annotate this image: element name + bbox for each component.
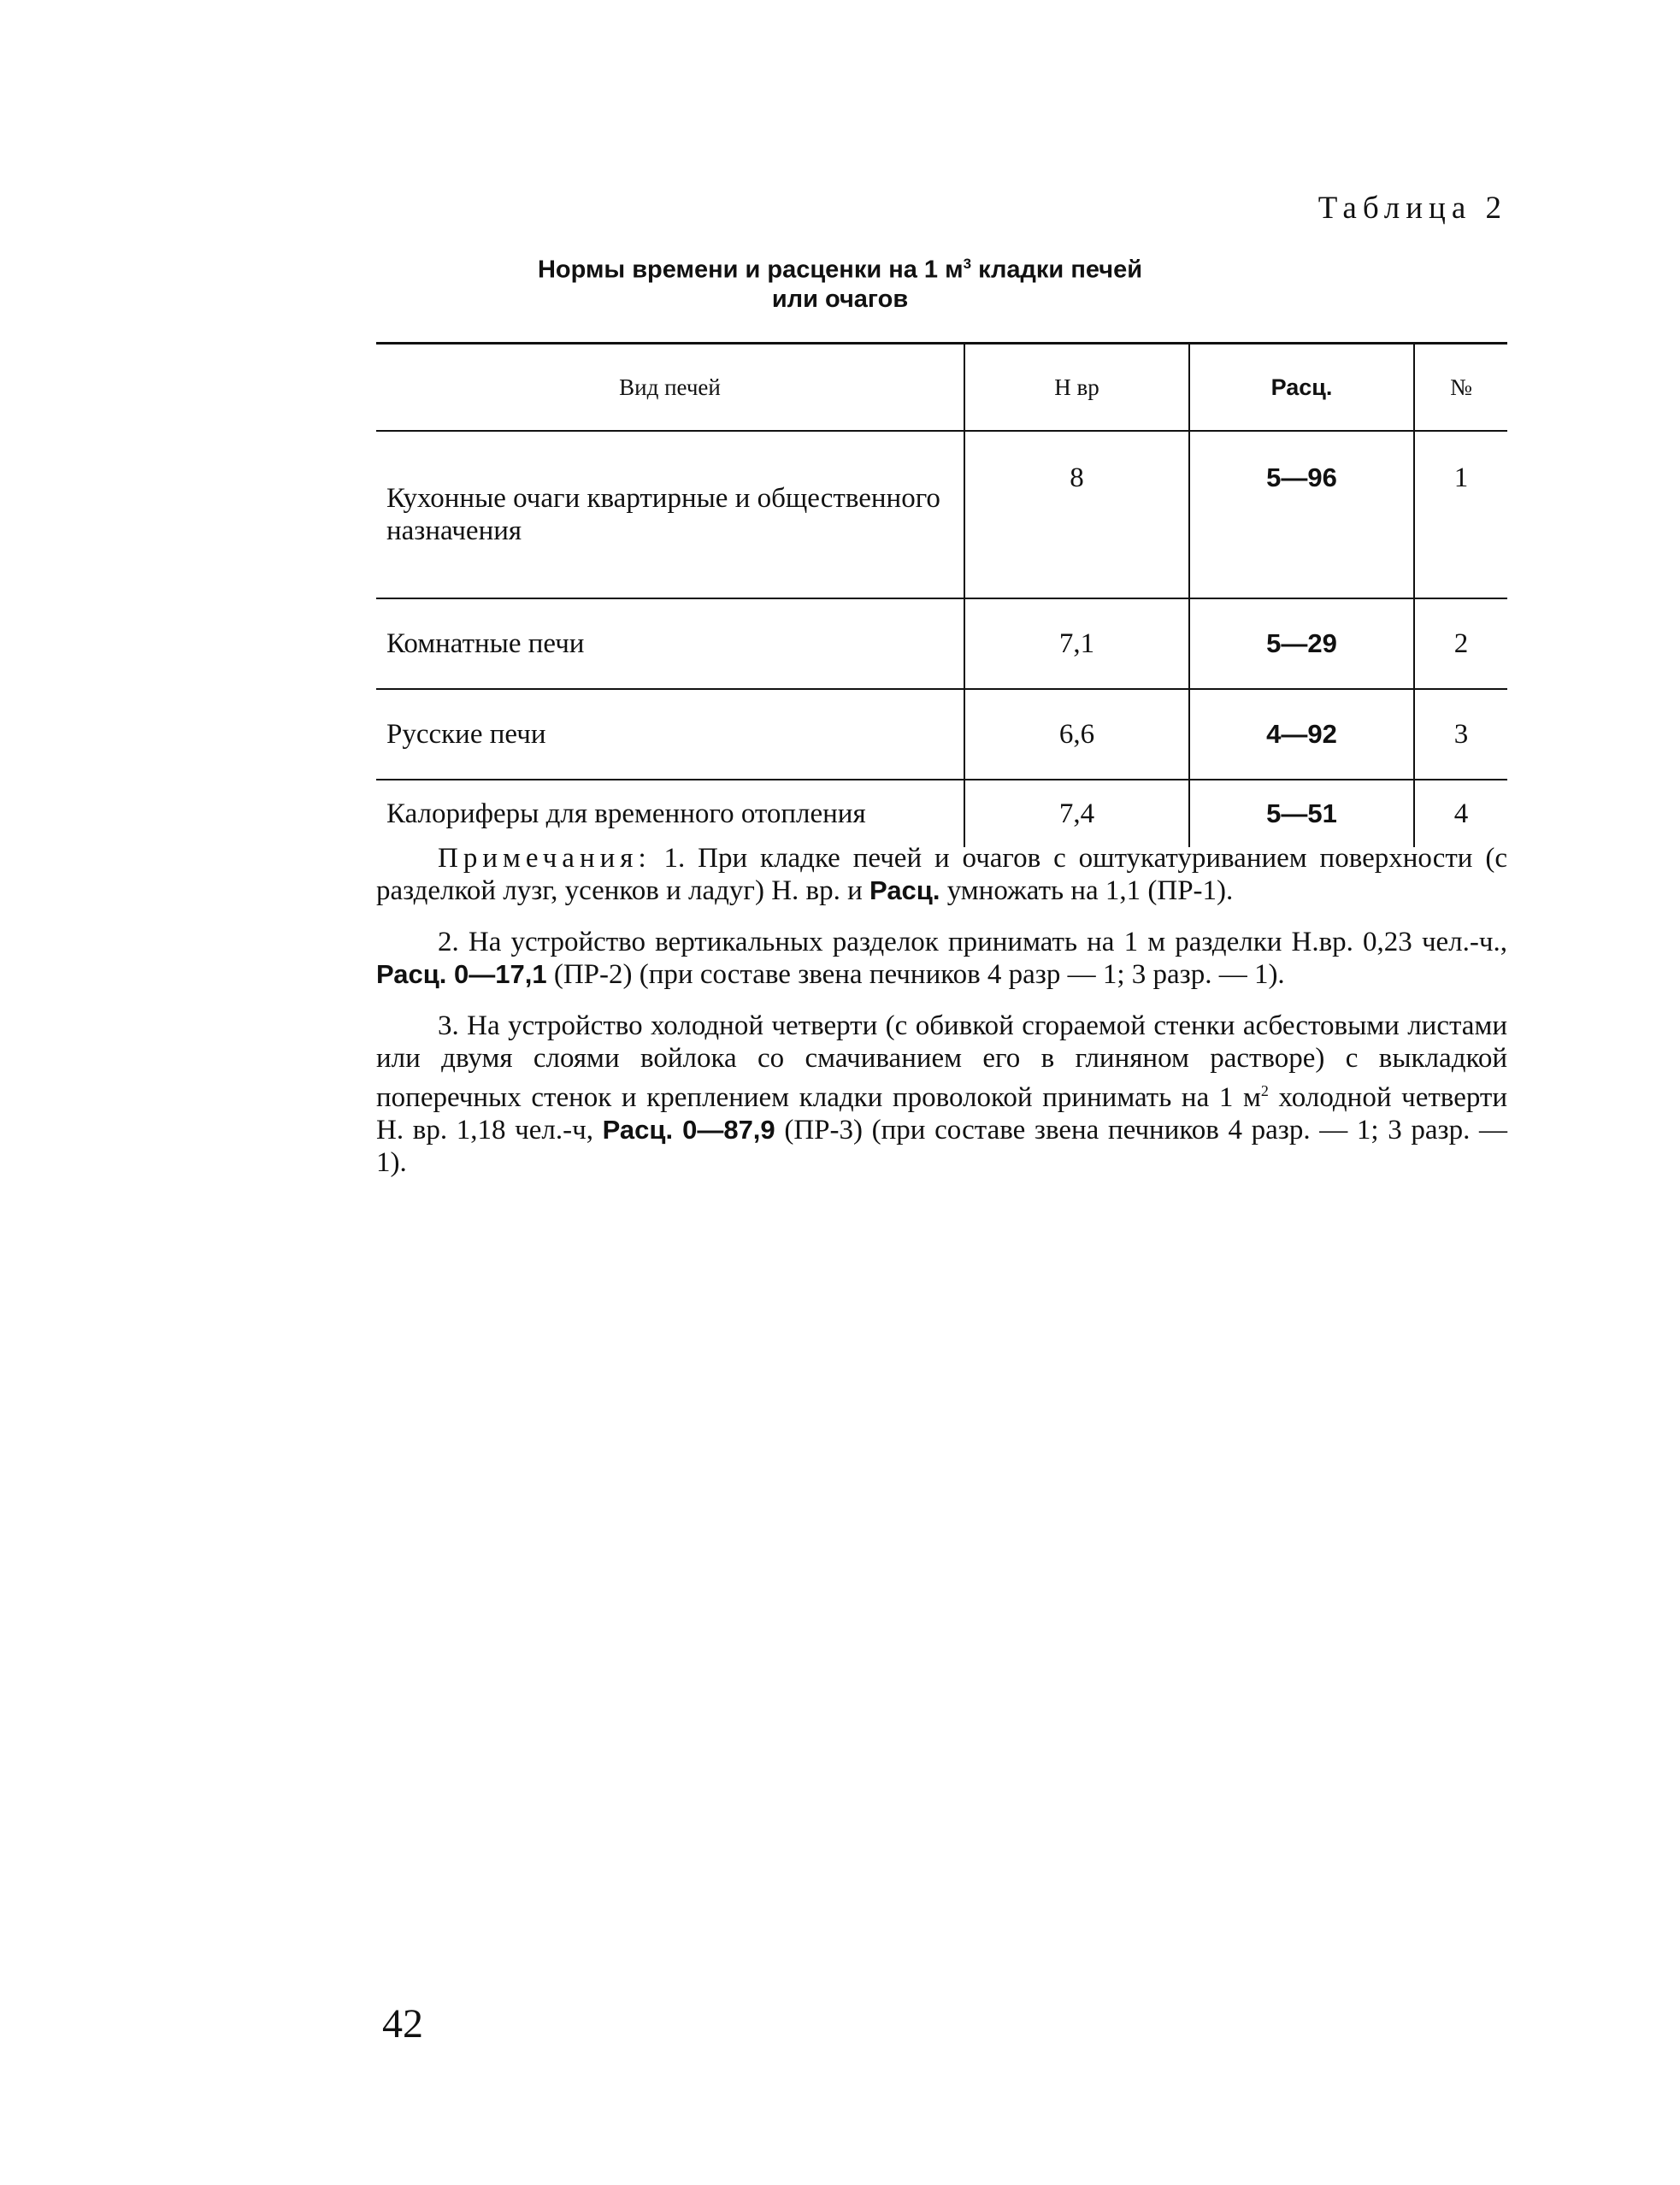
cell-type: Калориферы для временного отопления (376, 780, 964, 847)
table-row (376, 598, 1507, 689)
table-label: Таблица 2 (1317, 191, 1507, 226)
cell-number: 1 (1414, 431, 1507, 598)
cell-number: 4 (1414, 780, 1507, 847)
note-3-superscript: 2 (1260, 1082, 1269, 1099)
page-number: 42 (382, 2001, 423, 2047)
table-title-line2: или очагов (771, 285, 909, 313)
table-row (376, 689, 1507, 780)
cell-rate: 5—51 (1189, 780, 1414, 847)
table-header-row (376, 344, 1507, 432)
cell-rate: 5—29 (1189, 598, 1414, 689)
table-row (376, 431, 1507, 598)
col-header-number: № (1414, 344, 1507, 432)
note-1-text-end: умножать на 1,1 (ПР-1). (940, 875, 1234, 906)
col-header-nvr: Н вр (964, 344, 1189, 432)
cell-nvr: 6,6 (964, 689, 1189, 780)
notes-label: Примечания: (438, 843, 651, 874)
cell-number: 2 (1414, 598, 1507, 689)
note-2-bold: Расц. 0—17,1 (376, 959, 547, 989)
cell-nvr: 8 (964, 431, 1189, 598)
cell-type: Русские печи (376, 689, 964, 780)
notes (376, 842, 1507, 1198)
table-title-text: Нормы времени и расценки на 1 м (537, 256, 964, 284)
cell-number: 3 (1414, 689, 1507, 780)
note-3-text-end: (ПР-3) (при составе звена печников 4 разр. — 1; 3 разр. — 1). (376, 1115, 1508, 1178)
note-3-text-mid: холодной четверти Н. вр. 1,18 чел.-ч, (376, 1082, 1507, 1146)
note-3-bold: Расц. 0—87,9 (602, 1115, 775, 1145)
cell-type: Комнатные печи (376, 598, 964, 689)
note-1-bold: Расц. (869, 875, 940, 905)
cell-nvr: 7,4 (964, 780, 1189, 847)
table-row (376, 780, 1507, 847)
col-header-rate: Расц. (1189, 344, 1414, 432)
table-title (376, 250, 1304, 314)
cell-type: Кухонные очаги квартирные и общественного назначения (376, 431, 964, 598)
cell-rate: 4—92 (1189, 689, 1414, 780)
note-2-text: 2. На устройство вертикальных разделок принимать на 1 м разделки Н.вр. 0,23 чел.-ч., (438, 927, 1507, 957)
note-3-text: 3. На устройство холодной четверти (с обивкой сгораемой стенки асбестовыми листами или двумя слоями войлока со смачиванием его в глиняном растворе) с выкладкой поперечных стенок и креплением кладки проволокой принимать на 1 м (376, 1010, 1507, 1113)
note-1-text: 1. При кладке печей и очагов с оштукатуриванием поверхности (с разделкой лузг, усенков и ладуг) Н. вр. и (376, 843, 1507, 906)
title-superscript: 3 (963, 256, 972, 272)
table-title-text-end: кладки печей (971, 256, 1143, 284)
cell-rate: 5—96 (1189, 431, 1414, 598)
note-1 (376, 842, 1507, 907)
norms-table (376, 342, 1507, 847)
col-header-type: Вид печей (376, 344, 964, 432)
cell-nvr: 7,1 (964, 598, 1189, 689)
note-3 (376, 1010, 1507, 1179)
note-2-text-end: (ПР-2) (при составе звена печников 4 разр — 1; 3 разр. — 1). (546, 959, 1285, 990)
note-2 (376, 926, 1507, 991)
